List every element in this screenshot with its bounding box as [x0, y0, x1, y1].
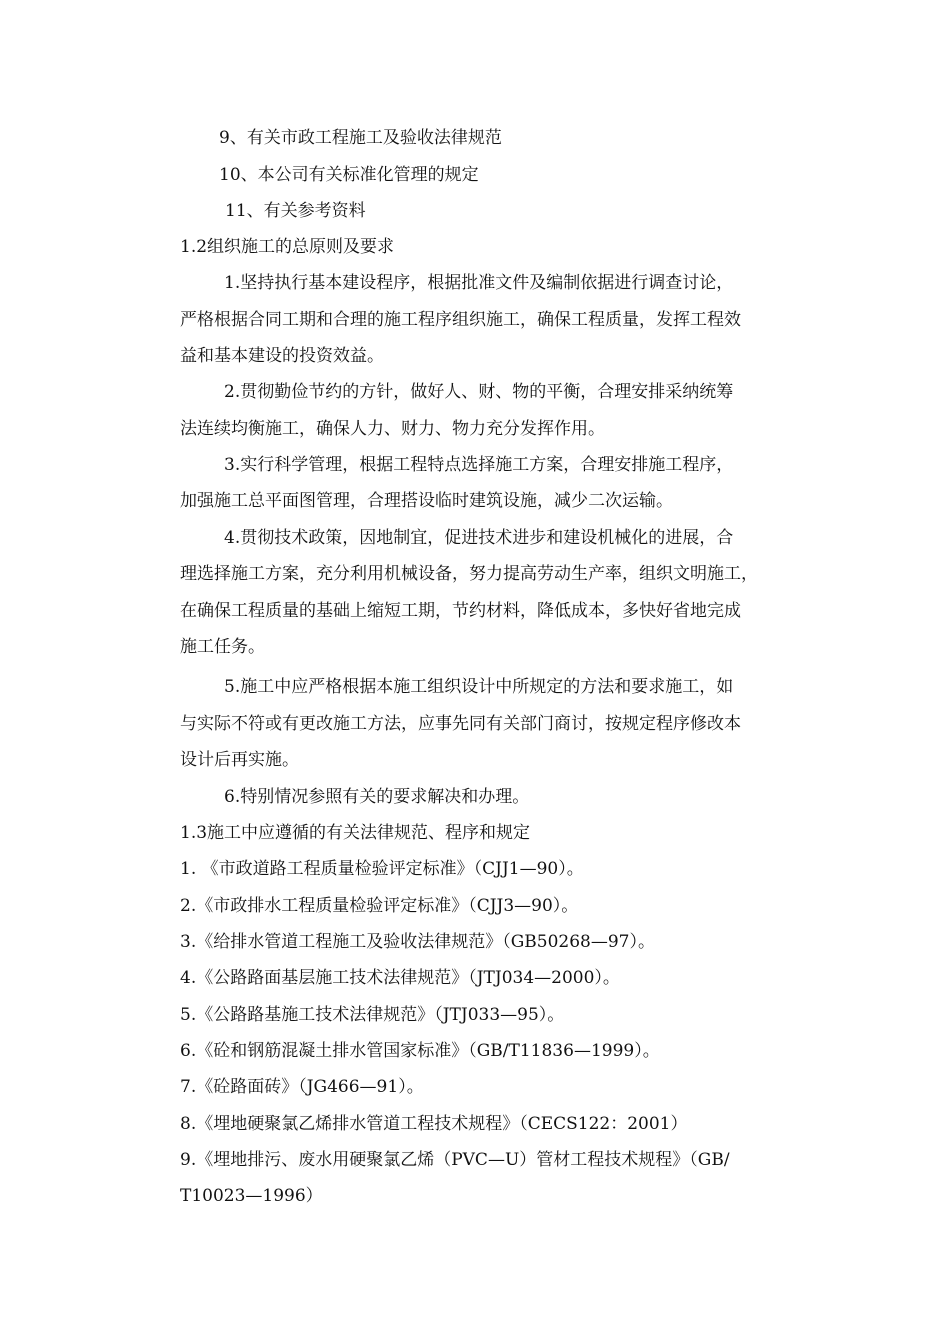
paragraph-2-line-2: 法连续均衡施工，确保人力、财力、物力充分发挥作用。	[180, 419, 605, 439]
regulation-item-9-line-1: 9.《埋地排污、废水用硬聚氯乙烯（PVC—U）管材工程技术规程》（GB/	[180, 1150, 730, 1170]
paragraph-4-line-3: 在确保工程质量的基础上缩短工期，节约材料，降低成本，多快好省地完成	[180, 601, 741, 621]
paragraph-5-line-3: 设计后再实施。	[180, 750, 299, 770]
paragraph-6: 6.特别情况参照有关的要求解决和办理。	[224, 787, 530, 807]
paragraph-1-line-2: 严格根据合同工期和合理的施工程序组织施工，确保工程质量，发挥工程效	[180, 310, 741, 330]
paragraph-4-line-4: 施工任务。	[180, 637, 265, 657]
paragraph-1-line-1: 1.坚持执行基本建设程序，根据批准文件及编制依据进行调查讨论，	[224, 273, 734, 293]
regulation-item-6: 6.《砼和钢筋混凝土排水管国家标准》（GB/T11836—1999）。	[180, 1041, 660, 1061]
reference-item-10: 10、本公司有关标准化管理的规定	[219, 165, 479, 185]
regulation-item-5: 5.《公路路基施工技术法律规范》（JTJ033—95）。	[180, 1005, 565, 1025]
reference-item-11: 11、有关参考资料	[225, 201, 366, 221]
paragraph-3-line-1: 3.实行科学管理，根据工程特点选择施工方案，合理安排施工程序，	[224, 455, 734, 475]
regulation-item-2: 2.《市政排水工程质量检验评定标准》（CJJ3—90）。	[180, 896, 579, 916]
regulation-item-8: 8.《埋地硬聚氯乙烯排水管道工程技术规程》（CECS122：2001）	[180, 1114, 688, 1134]
reference-item-9: 9、有关市政工程施工及验收法律规范	[219, 128, 502, 148]
paragraph-5-line-2: 与实际不符或有更改施工方法，应事先同有关部门商讨，按规定程序修改本	[180, 714, 741, 734]
paragraph-4-line-2: 理选择施工方案，充分利用机械设备，努力提高劳动生产率，组织文明施工，	[180, 564, 758, 584]
section-heading-1-2: 1.2组织施工的总原则及要求	[180, 237, 395, 257]
regulation-item-3: 3.《给排水管道工程施工及验收法律规范》（GB50268—97）。	[180, 932, 656, 952]
regulation-item-9-line-2: T10023—1996）	[180, 1186, 323, 1206]
paragraph-2-line-1: 2.贯彻勤俭节约的方针，做好人、财、物的平衡，合理安排采纳统筹	[224, 382, 734, 402]
section-heading-1-3: 1.3施工中应遵循的有关法律规范、程序和规定	[180, 823, 531, 843]
paragraph-5-line-1: 5.施工中应严格根据本施工组织设计中所规定的方法和要求施工，如	[224, 677, 734, 697]
regulation-item-7: 7.《砼路面砖》（JG466—91）。	[180, 1077, 424, 1097]
regulation-item-1: 1. 《市政道路工程质量检验评定标准》（CJJ1—90）。	[180, 859, 584, 879]
paragraph-4-line-1: 4.贯彻技术政策，因地制宜，促进技术进步和建设机械化的进展，合	[224, 528, 734, 548]
regulation-item-4: 4.《公路路面基层施工技术法律规范》（JTJ034—2000）。	[180, 968, 620, 988]
paragraph-3-line-2: 加强施工总平面图管理，合理搭设临时建筑设施，减少二次运输。	[180, 491, 673, 511]
paragraph-1-line-3: 益和基本建设的投资效益。	[180, 346, 384, 366]
